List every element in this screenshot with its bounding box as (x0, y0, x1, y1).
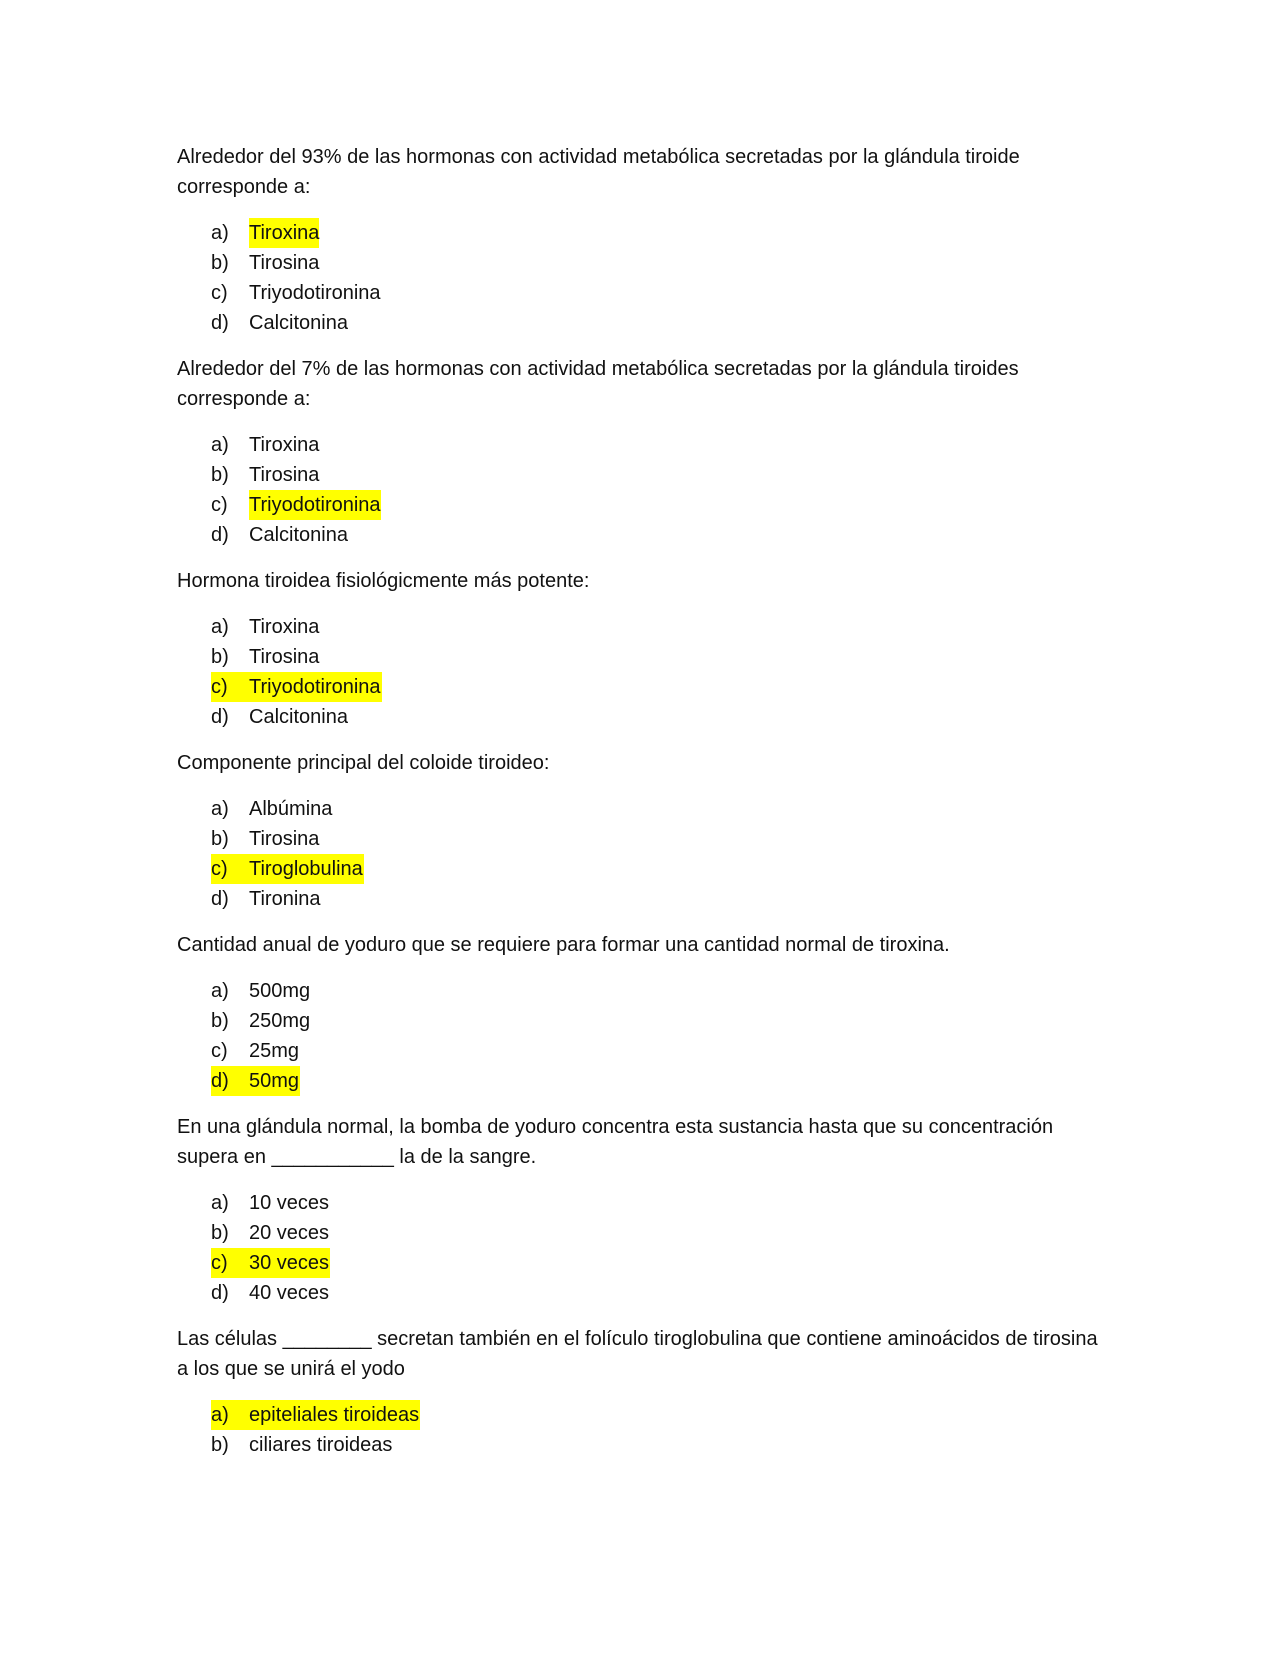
option-letter: b) (211, 252, 229, 274)
option-letter: c) (211, 1252, 228, 1274)
option-row (211, 520, 348, 550)
answer-option (211, 308, 1107, 338)
option-letter: c) (211, 494, 228, 516)
option-row (211, 1400, 420, 1430)
question-text: En una glándula normal, la bomba de yoduro concentra esta sustancia hasta que su concentración supera en ___________ la de la sangre. (177, 1116, 1054, 1168)
option-row (211, 642, 319, 672)
option-row (211, 1278, 329, 1308)
option-label: Tirosina (249, 252, 320, 274)
option-label: Tiroglobulina (249, 858, 363, 880)
option-label: ciliares tiroideas (249, 1434, 393, 1456)
option-label: Triyodotironina (249, 282, 381, 304)
question-block (177, 930, 1107, 1096)
option-label: Triyodotironina (249, 676, 381, 698)
option-row (211, 854, 364, 884)
answer-options (177, 612, 1107, 732)
answer-option (211, 1036, 1107, 1066)
option-label: 25mg (249, 1040, 300, 1062)
option-row (211, 308, 348, 338)
option-label: 20 veces (249, 1222, 330, 1244)
document-page (177, 142, 1107, 1476)
answer-option (211, 1430, 1107, 1460)
answer-option (211, 1188, 1107, 1218)
answer-option (211, 430, 1107, 460)
answer-option (211, 642, 1107, 672)
answer-option (211, 1218, 1107, 1248)
question-block (177, 1112, 1107, 1308)
question-block (177, 142, 1107, 338)
option-letter: b) (211, 828, 229, 850)
answer-option (211, 884, 1107, 914)
option-letter: c) (211, 858, 228, 880)
answer-option (211, 702, 1107, 732)
option-row (211, 1430, 392, 1460)
question-text: Componente principal del coloide tiroideo: (177, 752, 550, 774)
question-text: Cantidad anual de yoduro que se requiere para formar una cantidad normal de tiroxina. (177, 934, 950, 956)
answer-option (211, 976, 1107, 1006)
option-row (211, 1188, 329, 1218)
option-row (211, 672, 382, 702)
option-row (211, 1066, 300, 1096)
option-letter: d) (211, 1070, 229, 1092)
option-row (211, 490, 381, 520)
option-label: Calcitonina (249, 706, 348, 728)
answer-option (211, 1066, 1107, 1096)
answer-option (211, 218, 1107, 248)
question-block (177, 1324, 1107, 1460)
option-label: 10 veces (249, 1192, 330, 1214)
answer-options (177, 794, 1107, 914)
answer-option (211, 672, 1107, 702)
option-letter: b) (211, 1010, 229, 1032)
answer-option (211, 612, 1107, 642)
option-letter: a) (211, 798, 229, 820)
option-letter: b) (211, 1222, 229, 1244)
answer-option (211, 854, 1107, 884)
option-letter: a) (211, 434, 229, 456)
answer-option (211, 824, 1107, 854)
option-row (211, 248, 319, 278)
option-row (211, 460, 319, 490)
answer-option (211, 1400, 1107, 1430)
option-letter: d) (211, 1282, 229, 1304)
question-block (177, 354, 1107, 550)
option-row (211, 976, 310, 1006)
option-letter: b) (211, 1434, 229, 1456)
question-text: Hormona tiroidea fisiológicmente más potente: (177, 570, 590, 592)
option-letter: a) (211, 1192, 229, 1214)
answer-options (177, 976, 1107, 1096)
option-row (211, 702, 348, 732)
option-row (211, 218, 319, 248)
option-row (211, 824, 319, 854)
option-letter: a) (211, 616, 229, 638)
option-row (211, 1036, 299, 1066)
question-block (177, 566, 1107, 732)
question-block (177, 748, 1107, 914)
answer-option (211, 1278, 1107, 1308)
option-label: Tironina (249, 888, 321, 910)
option-row (211, 430, 319, 460)
option-letter: a) (211, 1404, 229, 1426)
option-label: Tirosina (249, 646, 320, 668)
option-letter: c) (211, 676, 228, 698)
option-row (211, 884, 321, 914)
option-letter: c) (211, 1040, 228, 1062)
option-letter: d) (211, 888, 229, 910)
option-label: epiteliales tiroideas (249, 1404, 420, 1426)
option-label: Calcitonina (249, 312, 348, 334)
option-label: Tiroxina (249, 434, 320, 456)
option-letter: d) (211, 706, 229, 728)
answer-option (211, 520, 1107, 550)
option-label: Tirosina (249, 828, 320, 850)
answer-options (177, 430, 1107, 550)
option-label: Albúmina (249, 798, 333, 820)
option-letter: b) (211, 464, 229, 486)
answer-option (211, 248, 1107, 278)
option-label: Tirosina (249, 464, 320, 486)
option-letter: a) (211, 222, 229, 244)
option-label: Tiroxina (249, 218, 319, 248)
question-text: Alrededor del 7% de las hormonas con actividad metabólica secretadas por la glándula tiroides corresponde a: (177, 358, 1019, 410)
question-text: Las células ________ secretan también en el folículo tiroglobulina que contiene aminoácidos de tirosina a los que se unirá el yodo (177, 1328, 1098, 1380)
question-text: Alrededor del 93% de las hormonas con actividad metabólica secretadas por la glándula tiroide corresponde a: (177, 146, 1020, 198)
option-row (211, 1248, 330, 1278)
option-letter: c) (211, 282, 228, 304)
option-label: 50mg (249, 1070, 300, 1092)
option-row (211, 1006, 310, 1036)
answer-options (177, 218, 1107, 338)
option-row (211, 612, 319, 642)
option-row (211, 278, 381, 308)
option-letter: b) (211, 646, 229, 668)
option-label: Calcitonina (249, 524, 348, 546)
option-letter: d) (211, 312, 229, 334)
option-letter: a) (211, 980, 229, 1002)
option-label: 40 veces (249, 1282, 330, 1304)
option-label: 250mg (249, 1010, 311, 1032)
answer-option (211, 1248, 1107, 1278)
answer-options (177, 1400, 1107, 1460)
answer-option (211, 794, 1107, 824)
option-label: 30 veces (249, 1252, 330, 1274)
option-row (211, 1218, 329, 1248)
option-label: 500mg (249, 980, 311, 1002)
option-row (211, 794, 332, 824)
answer-option (211, 460, 1107, 490)
answer-option (211, 490, 1107, 520)
answer-option (211, 278, 1107, 308)
answer-options (177, 1188, 1107, 1308)
answer-option (211, 1006, 1107, 1036)
option-label: Triyodotironina (249, 490, 381, 520)
option-letter: d) (211, 524, 229, 546)
option-label: Tiroxina (249, 616, 320, 638)
